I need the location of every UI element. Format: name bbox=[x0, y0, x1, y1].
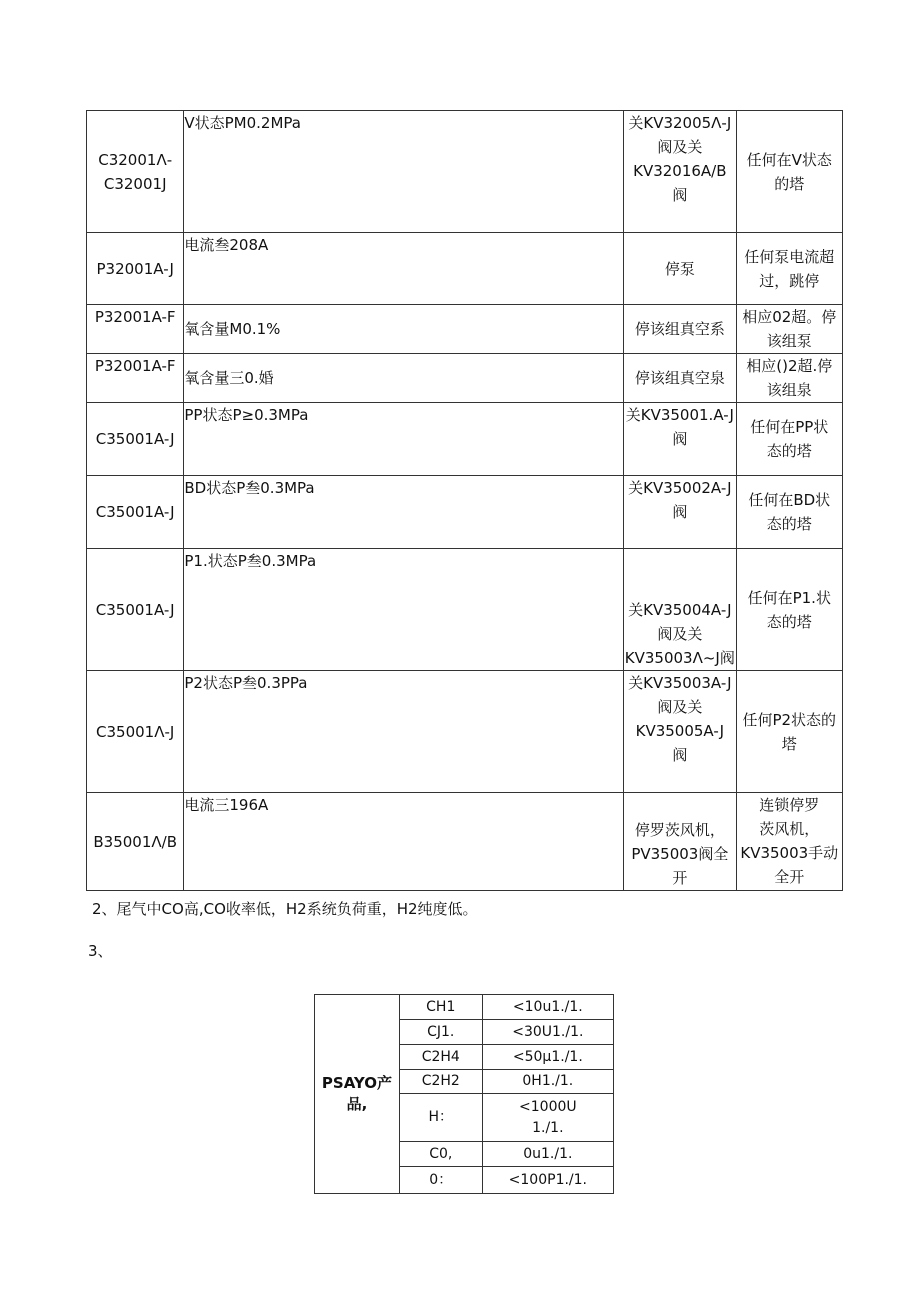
device-cell bbox=[87, 111, 184, 233]
component-text: H： bbox=[428, 1109, 454, 1125]
action-text: 停该组真空系 bbox=[634, 320, 725, 338]
product-label-text: 品, bbox=[346, 1095, 368, 1113]
action-text: PV35003阀全 bbox=[631, 845, 729, 863]
action-text: KV35003Λ~J阀 bbox=[624, 649, 735, 667]
interlock-table bbox=[86, 110, 843, 891]
component-text: C0, bbox=[429, 1145, 453, 1162]
note-cell bbox=[736, 111, 842, 233]
device-cell bbox=[87, 671, 184, 793]
spec-cell bbox=[482, 1142, 613, 1167]
condition-cell bbox=[184, 305, 624, 354]
action-cell bbox=[624, 305, 736, 354]
note-cell bbox=[736, 233, 842, 305]
spec-cell bbox=[482, 1020, 613, 1045]
spec-cell bbox=[482, 1167, 613, 1194]
spec-cell bbox=[482, 1045, 613, 1070]
note-text: 连锁停罗 bbox=[759, 796, 820, 814]
paragraph-item-3: 3、 bbox=[88, 942, 113, 960]
device-cell bbox=[87, 233, 184, 305]
note-text: 相应02超。停 bbox=[742, 308, 837, 326]
action-text: 阀 bbox=[672, 746, 688, 764]
action-text: 阀及关 bbox=[657, 138, 703, 156]
action-cell bbox=[624, 111, 736, 233]
action-text: 阀 bbox=[672, 186, 688, 204]
spec-text: <50μ1./1. bbox=[512, 1048, 583, 1065]
device-cell bbox=[87, 354, 184, 403]
condition-text: V状态PM0.2MPa bbox=[184, 114, 301, 132]
table-row bbox=[87, 403, 843, 476]
component-cell bbox=[399, 1045, 482, 1070]
condition-cell bbox=[184, 233, 624, 305]
table-row bbox=[87, 549, 843, 671]
action-text: 关KV32005Λ-J bbox=[628, 114, 732, 132]
action-text: 关KV35004A-J bbox=[628, 601, 732, 619]
note-cell bbox=[736, 476, 842, 549]
note-text: 该组泉 bbox=[766, 381, 812, 399]
component-text: CJ1. bbox=[427, 1023, 455, 1040]
note-text: 任何在PP状 bbox=[750, 418, 829, 436]
device-cell bbox=[87, 793, 184, 891]
action-text: 关KV35001.A-J bbox=[625, 406, 734, 424]
action-cell bbox=[624, 233, 736, 305]
spec-text: 1./1. bbox=[532, 1119, 564, 1136]
action-text: 阀及关 bbox=[657, 698, 703, 716]
product-spec-table bbox=[314, 994, 614, 1194]
component-text: 0： bbox=[429, 1171, 453, 1188]
action-text: 开 bbox=[672, 869, 688, 887]
spec-text: 0H1./1. bbox=[522, 1073, 574, 1089]
condition-text: 电流叁208A bbox=[184, 236, 269, 254]
table-row bbox=[87, 793, 843, 891]
action-text: 阀 bbox=[672, 430, 688, 448]
table-row bbox=[87, 233, 843, 305]
paragraph-item-2: 2、尾气中CO高,CO收率低，H2系统负荷重，H2纯度低。 bbox=[92, 900, 478, 918]
spec-text: <1000U bbox=[519, 1098, 577, 1115]
table-row bbox=[87, 476, 843, 549]
condition-cell bbox=[184, 671, 624, 793]
note-cell bbox=[736, 549, 842, 671]
table-row bbox=[87, 305, 843, 354]
spec-cell bbox=[482, 1094, 613, 1142]
component-cell bbox=[399, 1094, 482, 1142]
spec-cell bbox=[482, 995, 613, 1020]
component-cell bbox=[399, 995, 482, 1020]
condition-cell bbox=[184, 403, 624, 476]
note-text: 任何在P1.状 bbox=[747, 588, 831, 607]
device-cell bbox=[87, 549, 184, 671]
action-text: 阀及关 bbox=[657, 625, 703, 643]
action-text: 阀 bbox=[672, 503, 688, 521]
action-cell bbox=[624, 403, 736, 476]
action-cell bbox=[624, 354, 736, 403]
action-text: KV32016A/B bbox=[633, 162, 727, 180]
note-cell bbox=[736, 793, 842, 891]
note-text: 该组泵 bbox=[766, 332, 812, 350]
action-text: 停泵 bbox=[664, 259, 695, 278]
component-text: C2H4 bbox=[421, 1048, 460, 1065]
note-cell bbox=[736, 305, 842, 354]
device-text: P32001A-J bbox=[96, 259, 174, 278]
action-cell bbox=[624, 476, 736, 549]
action-text: 停该组真空泉 bbox=[634, 369, 725, 387]
device-text: C35001A-J bbox=[95, 503, 175, 521]
device-cell bbox=[87, 305, 184, 354]
spec-text: <100P1./1. bbox=[508, 1171, 587, 1188]
spec-text: 0u1./1. bbox=[523, 1145, 573, 1162]
note-text: 相应()2超.停 bbox=[746, 357, 833, 375]
action-text: KV35005A-J bbox=[635, 722, 725, 740]
note-text: 态的塔 bbox=[766, 612, 812, 631]
condition-text: PP状态P≥0.3MPa bbox=[184, 406, 309, 424]
condition-cell bbox=[184, 476, 624, 549]
condition-text: P1.状态P叁0.3MPa bbox=[184, 552, 317, 570]
product-label-cell bbox=[315, 995, 400, 1194]
spec-cell bbox=[482, 1070, 613, 1094]
action-cell bbox=[624, 793, 736, 891]
condition-text: 氧含量M0.1% bbox=[184, 320, 281, 338]
condition-cell bbox=[184, 793, 624, 891]
condition-text: P2状态P叁0.3PPa bbox=[184, 674, 308, 692]
note-text: 任何在V状态 bbox=[746, 150, 832, 169]
note-text: 任何泵电流超 bbox=[744, 247, 835, 266]
note-text: 全开 bbox=[774, 868, 805, 886]
condition-cell bbox=[184, 354, 624, 403]
component-cell bbox=[399, 1070, 482, 1094]
note-text: 任何在BD状 bbox=[748, 491, 831, 509]
table-row bbox=[87, 111, 843, 233]
note-text: 过，跳停 bbox=[759, 271, 820, 290]
condition-cell bbox=[184, 111, 624, 233]
device-text: C35001A-J bbox=[95, 430, 175, 448]
device-text: B35001Λ/B bbox=[93, 832, 177, 851]
condition-text: BD状态P叁0.3MPa bbox=[184, 479, 315, 497]
component-text: C2H2 bbox=[421, 1073, 460, 1089]
action-text: 停罗茨风机， bbox=[634, 821, 725, 839]
note-cell bbox=[736, 671, 842, 793]
device-text: C32001J bbox=[103, 174, 167, 193]
device-text: C32001Λ- bbox=[98, 150, 173, 169]
component-cell bbox=[399, 1020, 482, 1045]
note-cell bbox=[736, 403, 842, 476]
device-cell bbox=[87, 476, 184, 549]
product-label-text: PSAYO产 bbox=[321, 1074, 392, 1092]
device-text: C35001A-J bbox=[95, 600, 175, 619]
action-text: 关KV35003A-J bbox=[628, 674, 732, 692]
action-cell bbox=[624, 549, 736, 671]
spec-text: <10u1./1. bbox=[512, 998, 583, 1015]
component-text: CH1 bbox=[426, 998, 456, 1015]
device-cell bbox=[87, 403, 184, 476]
table-row bbox=[315, 995, 614, 1020]
note-text: 任何P2状态的 bbox=[742, 710, 837, 729]
table-row bbox=[87, 671, 843, 793]
condition-text: 电流三196A bbox=[184, 796, 269, 814]
note-text: 塔 bbox=[781, 734, 797, 753]
note-text: 茨风机， bbox=[759, 820, 820, 838]
condition-cell bbox=[184, 549, 624, 671]
action-text: 关KV35002A-J bbox=[628, 479, 732, 497]
device-text: C35001Λ-J bbox=[96, 722, 175, 741]
note-text: 的塔 bbox=[774, 174, 805, 193]
component-cell bbox=[399, 1142, 482, 1167]
device-text: P32001A-F bbox=[94, 357, 176, 375]
note-text: KV35003手动 bbox=[740, 844, 839, 862]
spec-text: <30U1./1. bbox=[512, 1023, 584, 1040]
component-cell bbox=[399, 1167, 482, 1194]
condition-text: 氧含量三0.婚 bbox=[184, 369, 274, 387]
note-text: 态的塔 bbox=[766, 442, 812, 460]
note-cell bbox=[736, 354, 842, 403]
device-text: P32001A-F bbox=[94, 308, 176, 326]
table-row bbox=[87, 354, 843, 403]
action-cell bbox=[624, 671, 736, 793]
note-text: 态的塔 bbox=[766, 515, 812, 533]
